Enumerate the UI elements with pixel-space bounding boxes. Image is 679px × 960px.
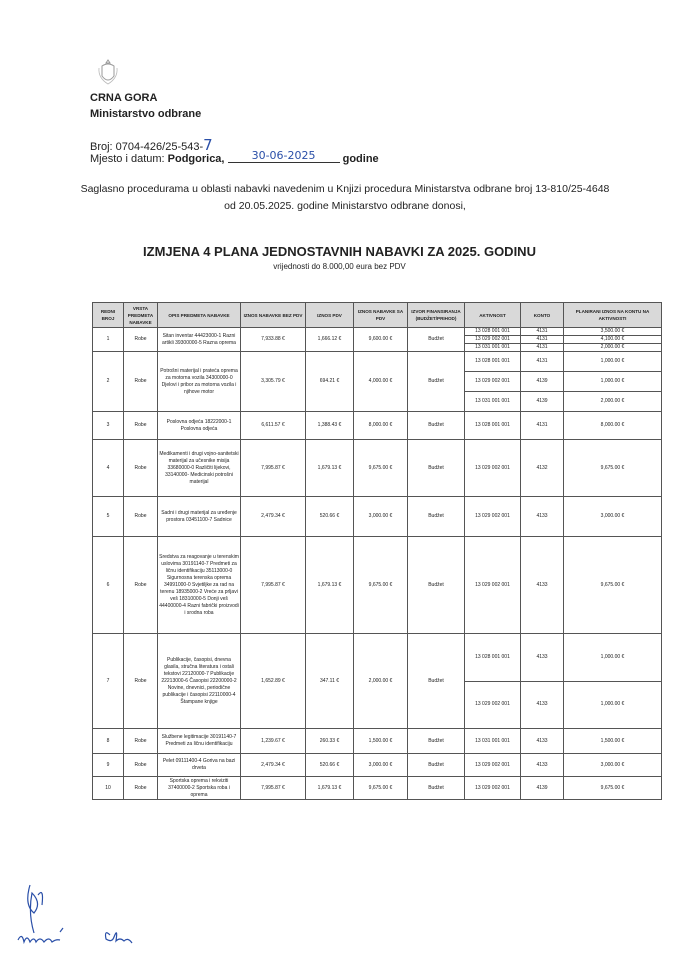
cell-type: Robe [124, 754, 158, 777]
cell-vat: 1,666.12 € [306, 328, 354, 352]
cell-konto: 4133 [521, 537, 564, 634]
cell-planned-amount: 2,000.00 € [564, 344, 662, 352]
cell-vat: 347.11 € [306, 634, 354, 729]
table-row [93, 352, 662, 372]
table-row [93, 440, 662, 497]
cell-planned-amount: 3,000.00 € [564, 754, 662, 777]
cell-no: 9 [93, 754, 124, 777]
place-label: Mjesto i datum: [90, 153, 168, 165]
cell-activity: 13 028 001 001 [465, 412, 521, 440]
country-name: CRNA GORA [90, 92, 158, 104]
cell-vat: 1,679.13 € [306, 777, 354, 800]
cell-gross: 3,000.00 € [354, 497, 408, 537]
cell-source: Budžet [408, 412, 465, 440]
cell-planned-amount: 4,100.00 € [564, 336, 662, 344]
cell-activity: 13 028 001 001 [465, 328, 521, 336]
cell-konto: 4131 [521, 412, 564, 440]
cell-gross: 1,500.00 € [354, 729, 408, 754]
cell-net: 2,479.34 € [241, 497, 306, 537]
cell-gross: 9,675.00 € [354, 777, 408, 800]
cell-gross: 4,000.00 € [354, 352, 408, 412]
table-header-row [93, 303, 662, 328]
column-header: IZNOS NABAVKE SA PDV [354, 303, 408, 328]
cell-vat: 1,679.13 € [306, 537, 354, 634]
cell-type: Robe [124, 634, 158, 729]
table-row [93, 537, 662, 634]
cell-planned-amount: 1,000.00 € [564, 372, 662, 392]
cell-net: 6,611.57 € [241, 412, 306, 440]
cell-planned-amount: 3,000.00 € [564, 497, 662, 537]
table-row [93, 729, 662, 754]
cell-source: Budžet [408, 352, 465, 412]
cell-net: 7,995.87 € [241, 537, 306, 634]
cell-no: 4 [93, 440, 124, 497]
cell-activity: 13 028 001 001 [465, 352, 521, 372]
column-header: REDNI BROJ [93, 303, 124, 328]
cell-source: Budžet [408, 777, 465, 800]
cell-net: 3,305.79 € [241, 352, 306, 412]
cell-source: Budžet [408, 440, 465, 497]
cell-gross: 3,000.00 € [354, 754, 408, 777]
cell-planned-amount: 8,000.00 € [564, 412, 662, 440]
table-row [93, 328, 662, 336]
cell-planned-amount: 3,500.00 € [564, 328, 662, 336]
cell-net: 1,239.67 € [241, 729, 306, 754]
table-row [93, 754, 662, 777]
cell-konto: 4131 [521, 352, 564, 372]
cell-activity: 13 029 002 001 [465, 440, 521, 497]
ministry-name: Ministarstvo odbrane [90, 108, 202, 120]
cell-planned-amount: 1,500.00 € [564, 729, 662, 754]
table-row [93, 412, 662, 440]
cell-konto: 4131 [521, 336, 564, 344]
cell-planned-amount: 1,000.00 € [564, 634, 662, 682]
cell-type: Robe [124, 497, 158, 537]
cell-activity: 13 029 002 001 [465, 372, 521, 392]
table-row [93, 497, 662, 537]
cell-desc: Sitan inventar 44423000-1 Razni artikli 39300000-5 Razna oprema [158, 328, 241, 352]
place-date [90, 149, 379, 166]
cell-source: Budžet [408, 537, 465, 634]
cell-type: Robe [124, 729, 158, 754]
cell-activity: 13 031 001 001 [465, 344, 521, 352]
cell-type: Robe [124, 412, 158, 440]
cell-konto: 4133 [521, 754, 564, 777]
cell-activity: 13 028 001 001 [465, 634, 521, 682]
cell-activity: 13 031 001 001 [465, 392, 521, 412]
column-header: VRSTA PREDMETA NABAVKE [124, 303, 158, 328]
date-handwritten: 30-06-2025 [251, 149, 316, 162]
cell-vat: 520.66 € [306, 754, 354, 777]
cell-activity: 13 029 002 001 [465, 777, 521, 800]
cell-vat: 1,388.43 € [306, 412, 354, 440]
procurement-plan-table [92, 302, 662, 800]
cell-konto: 4131 [521, 328, 564, 336]
cell-activity: 13 029 002 001 [465, 336, 521, 344]
cell-planned-amount: 9,675.00 € [564, 777, 662, 800]
number-label: Broj: 0704-426/25-543- [90, 141, 204, 153]
cell-activity: 13 029 002 001 [465, 497, 521, 537]
column-header: IZVOR FINANSIRANJA (BUDŽET/PRIHOD) [408, 303, 465, 328]
cell-gross: 9,675.00 € [354, 537, 408, 634]
cell-source: Budžet [408, 328, 465, 352]
cell-planned-amount: 1,000.00 € [564, 352, 662, 372]
cell-net: 7,995.87 € [241, 440, 306, 497]
place: Podgorica, [167, 153, 225, 165]
cell-planned-amount: 2,000.00 € [564, 392, 662, 412]
cell-activity: 13 031 001 001 [465, 729, 521, 754]
cell-vat: 260.33 € [306, 729, 354, 754]
column-header: KONTO [521, 303, 564, 328]
cell-desc: Sadni i drugi materijal za uređenje prostora 03451100-7 Sadnice [158, 497, 241, 537]
cell-activity: 13 029 002 001 [465, 681, 521, 729]
cell-desc: Potrošni materijal i prateća oprema za motorna vozila 34300000-0 Djelovi i pribor za motorna vozila i njihove motor [158, 352, 241, 412]
cell-desc: Publikacije, časopisi, dnevna glasila, stručna literatura i ostali tekstovi 22120000-7 Publikacije 22213000-6 Časopisi 22200000-2 Novine, dnevnici, periodične publikacije i časopisi 22110000-4 Štampane knjige [158, 634, 241, 729]
cell-planned-amount: 1,000.00 € [564, 681, 662, 729]
cell-desc: Poslovna odjeća 18222000-1 Poslovna odjeća [158, 412, 241, 440]
cell-konto: 4139 [521, 777, 564, 800]
cell-desc: Sredstva za reagovanje u terenskim uslovima 30191140-7 Predmeti za ličnu identifikaciju 35113000-0 Sigurnosna terenska oprema 34991000-0 Svjetiljke za rad na terenu 18935000-2 Vreće za prljavi veš 18310000-5 Donji veš 44400000-4 Razni fabrički proizvodi i srodna roba [158, 537, 241, 634]
cell-planned-amount: 9,675.00 € [564, 440, 662, 497]
cell-no: 5 [93, 497, 124, 537]
cell-source: Budžet [408, 729, 465, 754]
column-header: PLANIRANI IZNOS NA KONTU NA AKTIVNOSTI [564, 303, 662, 328]
cell-vat: 520.66 € [306, 497, 354, 537]
cell-activity: 13 029 002 001 [465, 754, 521, 777]
cell-source: Budžet [408, 634, 465, 729]
intro-paragraph: Saglasno procedurama u oblasti nabavki navedenim u Knjizi procedura Ministarstva odbrane broj 13-810/25-4648 od 20.05.2025. godine Ministarstvo odbrane donosi, [80, 183, 610, 212]
column-header: OPIS PREDMETA NABAVKE [158, 303, 241, 328]
cell-type: Robe [124, 440, 158, 497]
table-row [93, 777, 662, 800]
cell-gross: 8,000.00 € [354, 412, 408, 440]
cell-no: 7 [93, 634, 124, 729]
cell-type: Robe [124, 537, 158, 634]
document-subtitle: vrijednosti do 8.000,00 eura bez PDV [273, 262, 406, 271]
cell-konto: 4133 [521, 681, 564, 729]
cell-no: 8 [93, 729, 124, 754]
cell-desc: Medikamenti i drugi vojno-sanitetski materijal za učesnike misija 33680000-0 Različiti lijekovi, 33140000- Medicinski potrošni materijal [158, 440, 241, 497]
cell-konto: 4139 [521, 392, 564, 412]
table-row [93, 634, 662, 682]
cell-konto: 4133 [521, 497, 564, 537]
cell-gross: 9,675.00 € [354, 440, 408, 497]
cell-no: 2 [93, 352, 124, 412]
column-header: IZNOS NABAVKE BEZ PDV [241, 303, 306, 328]
cell-vat: 694.21 € [306, 352, 354, 412]
cell-no: 3 [93, 412, 124, 440]
cell-net: 7,995.87 € [241, 777, 306, 800]
cell-type: Robe [124, 777, 158, 800]
cell-desc: Sportska oprema i rekviziti 37400000-2 Sportska roba i oprema [158, 777, 241, 800]
cell-type: Robe [124, 352, 158, 412]
cell-gross: 2,000.00 € [354, 634, 408, 729]
cell-konto: 4133 [521, 634, 564, 682]
handwritten-signatures [10, 880, 210, 955]
cell-net: 2,479.34 € [241, 754, 306, 777]
cell-activity: 13 029 002 001 [465, 537, 521, 634]
cell-vat: 1,679.13 € [306, 440, 354, 497]
cell-konto: 4133 [521, 729, 564, 754]
column-header: IZNOS PDV [306, 303, 354, 328]
number-handwritten: 7 [203, 136, 213, 154]
cell-konto: 4132 [521, 440, 564, 497]
date-suffix: godine [342, 153, 379, 165]
cell-gross: 9,600.00 € [354, 328, 408, 352]
cell-net: 7,933.88 € [241, 328, 306, 352]
column-header: AKTIVNOST [465, 303, 521, 328]
cell-source: Budžet [408, 754, 465, 777]
cell-source: Budžet [408, 497, 465, 537]
cell-no: 10 [93, 777, 124, 800]
cell-desc: Službene legitimacije 30191140-7 Predmeti za ličnu identifikaciju [158, 729, 241, 754]
document-title: IZMJENA 4 PLANA JEDNOSTAVNIH NABAVKI ZA 2025. GODINU [143, 244, 536, 259]
cell-type: Robe [124, 328, 158, 352]
cell-desc: Pelet 09111400-4 Goriva na bazi drveta [158, 754, 241, 777]
coat-of-arms-icon [97, 58, 119, 88]
cell-net: 1,652.89 € [241, 634, 306, 729]
cell-no: 6 [93, 537, 124, 634]
cell-konto: 4139 [521, 372, 564, 392]
cell-planned-amount: 9,675.00 € [564, 537, 662, 634]
cell-no: 1 [93, 328, 124, 352]
cell-konto: 4131 [521, 344, 564, 352]
